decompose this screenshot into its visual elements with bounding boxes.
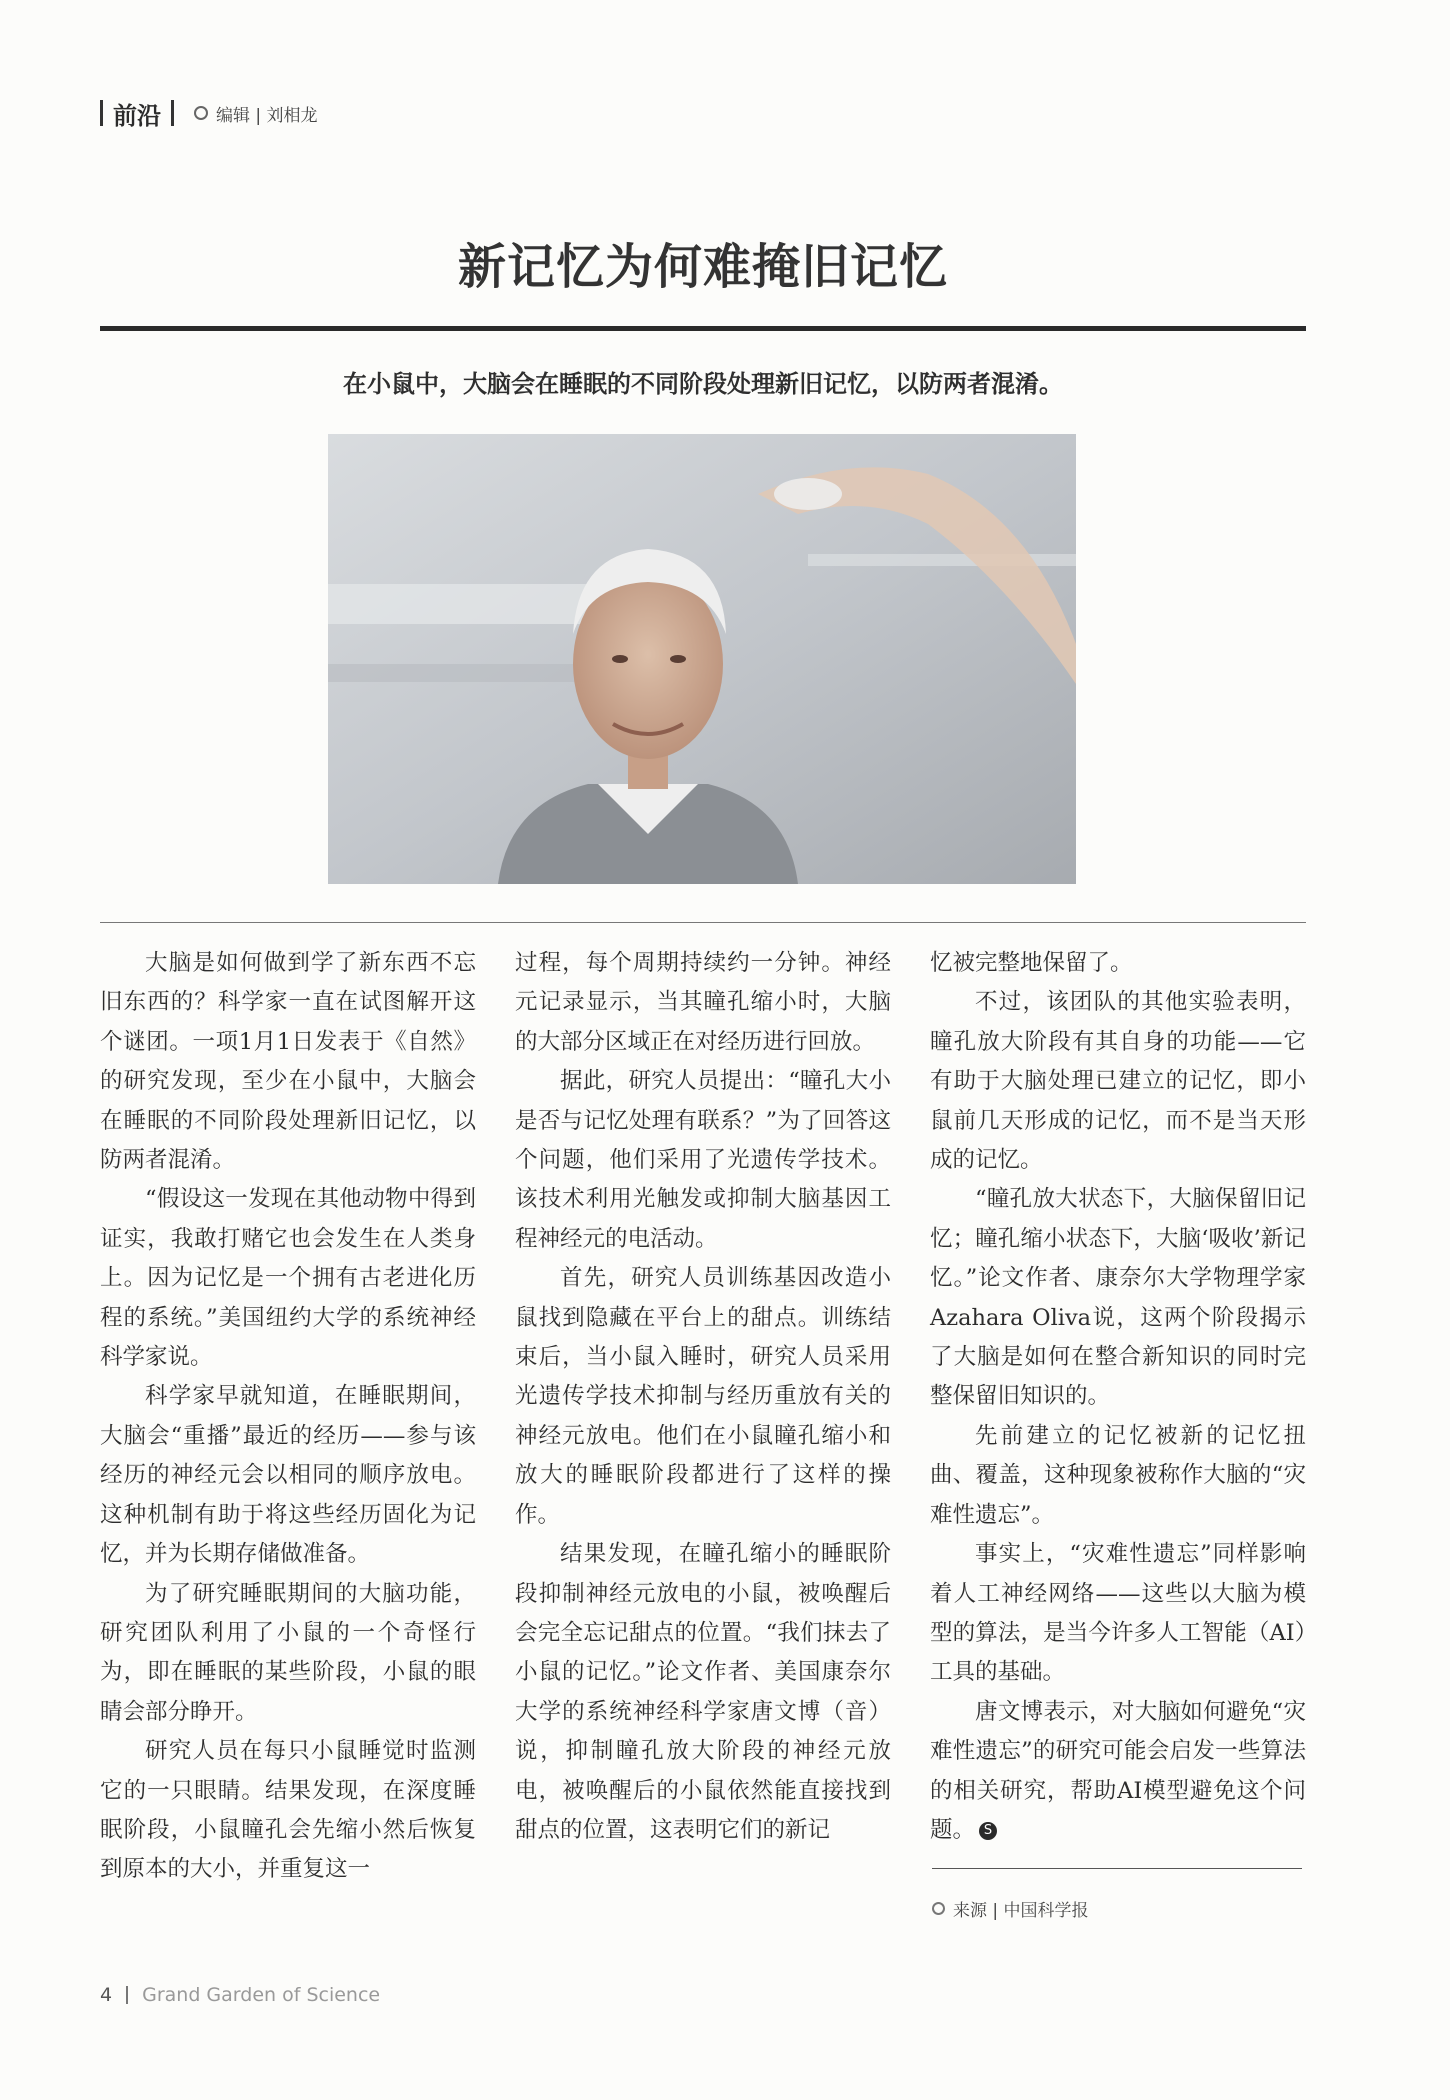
paragraph: “假设这一发现在其他动物中得到证实，我敢打赌它也会发生在人类身上。因为记忆是一个拥有古老进化历程的系统。”美国纽约大学的系统神经科学家说。: [100, 1186, 476, 1371]
article-body: [100, 944, 1306, 1890]
article-title: 新记忆为何难掩旧记忆: [457, 239, 948, 295]
last-paragraph-text: 唐文博表示，对大脑如何避免“灾难性遗忘”的研究可能会启发一些算法的相关研究，帮助AI模型避免这个问题。: [930, 1698, 1306, 1843]
paragraph: 不过，该团队的其他实验表明，瞳孔放大阶段有其自身的功能——它有助于大脑处理已建立的记忆，即小鼠前几天形成的记忆，而不是当天形成的记忆。: [930, 989, 1306, 1174]
paragraph: 首先，研究人员训练基因改造小鼠找到隐藏在平台上的甜点。训练结束后，当小鼠入睡时，研究人员采用光遗传学技术抑制与经历重放有关的神经元放电。他们在小鼠瞳孔缩小和放大的睡眠阶段都进行了这样的操作。: [515, 1265, 891, 1528]
section-label: 前沿: [113, 101, 161, 130]
title-rule: [100, 326, 1306, 331]
section-header: [100, 96, 318, 130]
source-text: 来源 | 中国科学报: [953, 1901, 1089, 1921]
editor-circle-icon: [194, 106, 208, 120]
paragraph: 事实上，“灾难性遗忘”同样影响着人工神经网络——这些以大脑为模型的算法，是当今许多人工智能（AI）工具的基础。: [930, 1541, 1306, 1686]
footer-separator: [126, 1986, 128, 2004]
paragraph-continued: 过程，每个周期持续约一分钟。神经元记录显示，当其瞳孔缩小时，大脑的大部分区域正在对经历进行回放。: [515, 950, 891, 1055]
magazine-name: Grand Garden of Science: [142, 1984, 381, 2006]
source-rule: [932, 1868, 1302, 1869]
end-mark-icon: S: [979, 1822, 997, 1840]
paragraph-last: [930, 1693, 1306, 1851]
paragraph: 研究人员在每只小鼠睡觉时监测它的一只眼睛。结果发现，在深度睡眠阶段，小鼠瞳孔会先缩小然后恢复到原本的大小，并重复这一: [100, 1738, 476, 1883]
portrait-illustration: [328, 434, 1076, 884]
source-credit: [932, 1896, 1089, 1921]
column-3: [930, 944, 1306, 1890]
paragraph-continued: 忆被完整地保留了。: [930, 950, 1133, 976]
paragraph: 据此，研究人员提出：“瞳孔大小是否与记忆处理有联系？”为了回答这个问题，他们采用了光遗传学技术。该技术利用光触发或抑制大脑基因工程神经元的电活动。: [515, 1068, 891, 1252]
page-footer: [100, 1984, 380, 2006]
article-photo: [328, 434, 1076, 884]
paragraph: 先前建立的记忆被新的记忆扭曲、覆盖，这种现象被称作大脑的“灾难性遗忘”。: [930, 1422, 1306, 1528]
paragraph: 大脑是如何做到学了新东西不忘旧东西的？科学家一直在试图解开这个谜团。一项1月1日发表于《自然》的研究发现，至少在小鼠中，大脑会在睡眠的不同阶段处理新旧记忆，以防两者混淆。: [100, 950, 476, 1174]
paragraph: 结果发现，在瞳孔缩小的睡眠阶段抑制神经元放电的小鼠，被唤醒后会完全忘记甜点的位置。“我们抹去了小鼠的记忆。”论文作者、美国康奈尔大学的系统神经科学家唐文博（音）说，抑制瞳孔放大阶段的神经元放电，被唤醒后的小鼠依然能直接找到甜点的位置，这表明它们的新记: [515, 1541, 891, 1843]
paragraph: “瞳孔放大状态下，大脑保留旧记忆；瞳孔缩小状态下，大脑‘吸收’新记忆。”论文作者、康奈尔大学物理学家Azahara Oliva说，这两个阶段揭示了大脑是如何在整合新知识的同时完整保留旧知识的。: [930, 1186, 1306, 1410]
paragraph: 为了研究睡眠期间的大脑功能，研究团队利用了小鼠的一个奇怪行为，即在睡眠的某些阶段，小鼠的眼睛会部分睁开。: [100, 1580, 476, 1725]
column-2: [515, 944, 891, 1890]
article-subtitle: 在小鼠中，大脑会在睡眠的不同阶段处理新旧记忆，以防两者混淆。: [343, 370, 1063, 398]
column-1: [100, 944, 476, 1890]
paragraph: 科学家早就知道，在睡眠期间，大脑会“重播”最近的经历——参与该经历的神经元会以相同的顺序放电。这种机制有助于将这些经历固化为记忆，并为长期存储做准备。: [100, 1383, 476, 1568]
header-bar-right: [171, 100, 174, 126]
page-number: 4: [100, 1984, 113, 2006]
editor-credit: 编辑 | 刘相龙: [216, 105, 318, 126]
body-top-rule: [100, 922, 1306, 923]
source-circle-icon: [932, 1902, 945, 1915]
header-bar-left: [100, 100, 103, 126]
